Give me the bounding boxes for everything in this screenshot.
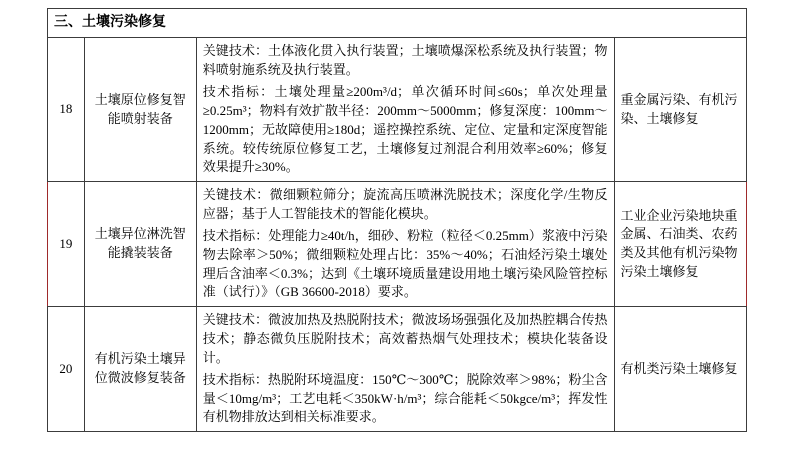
table-row xyxy=(48,38,747,182)
row-number: 18 xyxy=(48,38,85,182)
row-application-scope: 重金属污染、有机污染、土壤修复 xyxy=(614,38,746,182)
row-number: 20 xyxy=(48,307,85,432)
description-paragraph-key-tech: 关键技术：微细颗粒筛分；旋流高压喷淋洗脱技术；深度化学/生物反应器；基于人工智能技术的智能化模块。 xyxy=(202,187,608,222)
table-row xyxy=(48,307,747,432)
document-page xyxy=(0,8,793,463)
table-row-highlighted xyxy=(48,182,747,307)
technology-catalog-table xyxy=(47,8,747,432)
row-application-scope: 有机类污染土壤修复 xyxy=(614,307,746,432)
section-heading-text: 三、土壤污染修复 xyxy=(48,9,747,38)
row-application-scope: 工业企业污染地块重金属、石油类、农药类及其他有机污染物污染土壤修复 xyxy=(614,182,746,307)
row-description xyxy=(196,182,614,307)
row-technology-name: 有机污染土壤异位微波修复装备 xyxy=(84,307,196,432)
description-paragraph-key-tech: 关键技术：微波加热及热脱附技术；微波场场强强化及加热腔耦合传热技术；静态微负压脱附技术；高效蓄热烟气处理技术；模块化装备设计。 xyxy=(202,312,608,365)
row-description xyxy=(196,38,614,182)
description-paragraph-indicators: 技术指标：热脱附环境温度：150℃～300℃；脱除效率＞98%；粉尘含量＜10mg/m³；工艺电耗＜350kW·h/m³；综合能耗＜50kgce/m³；挥发性有机物排放达到相关标准要求。 xyxy=(202,371,608,425)
row-description xyxy=(196,307,614,432)
row-technology-name: 土壤原位修复智能喷射装备 xyxy=(84,38,196,182)
table-section-heading-row xyxy=(48,9,747,38)
description-paragraph-key-tech: 关键技术：土体液化贯入执行装置；土壤喷爆深松系统及执行装置；物料喷射施系统及执行装置。 xyxy=(202,43,608,78)
description-paragraph-indicators: 技术指标：处理能力≥40t/h，细砂、粉粒（粒径＜0.25mm）浆液中污染物去除率＞50%；微细颗粒处理占比：35%～40%；石油烃污染土壤处理后含油率＜0.3%；达到《土壤环境质量建设用地土壤污染风险管控标准（试行）》（GB 36600-2018）要求。 xyxy=(202,227,608,300)
row-number: 19 xyxy=(48,182,85,307)
row-technology-name: 土壤异位淋洗智能撬装装备 xyxy=(84,182,196,307)
description-paragraph-indicators: 技术指标：土壤处理量≥200m³/d；单次循环时间≤60s；单次处理量≥0.25m³；物料有效扩散半径：200mm～5000mm；修复深度：100mm～1200mm；无故障使用≥180d；遥控操控系统、定位、定量和定深度智能系统。较传统原位修复工艺，土壤修复过剂混合利用效率≥60%；修复效果提升≥30%。 xyxy=(202,83,608,175)
